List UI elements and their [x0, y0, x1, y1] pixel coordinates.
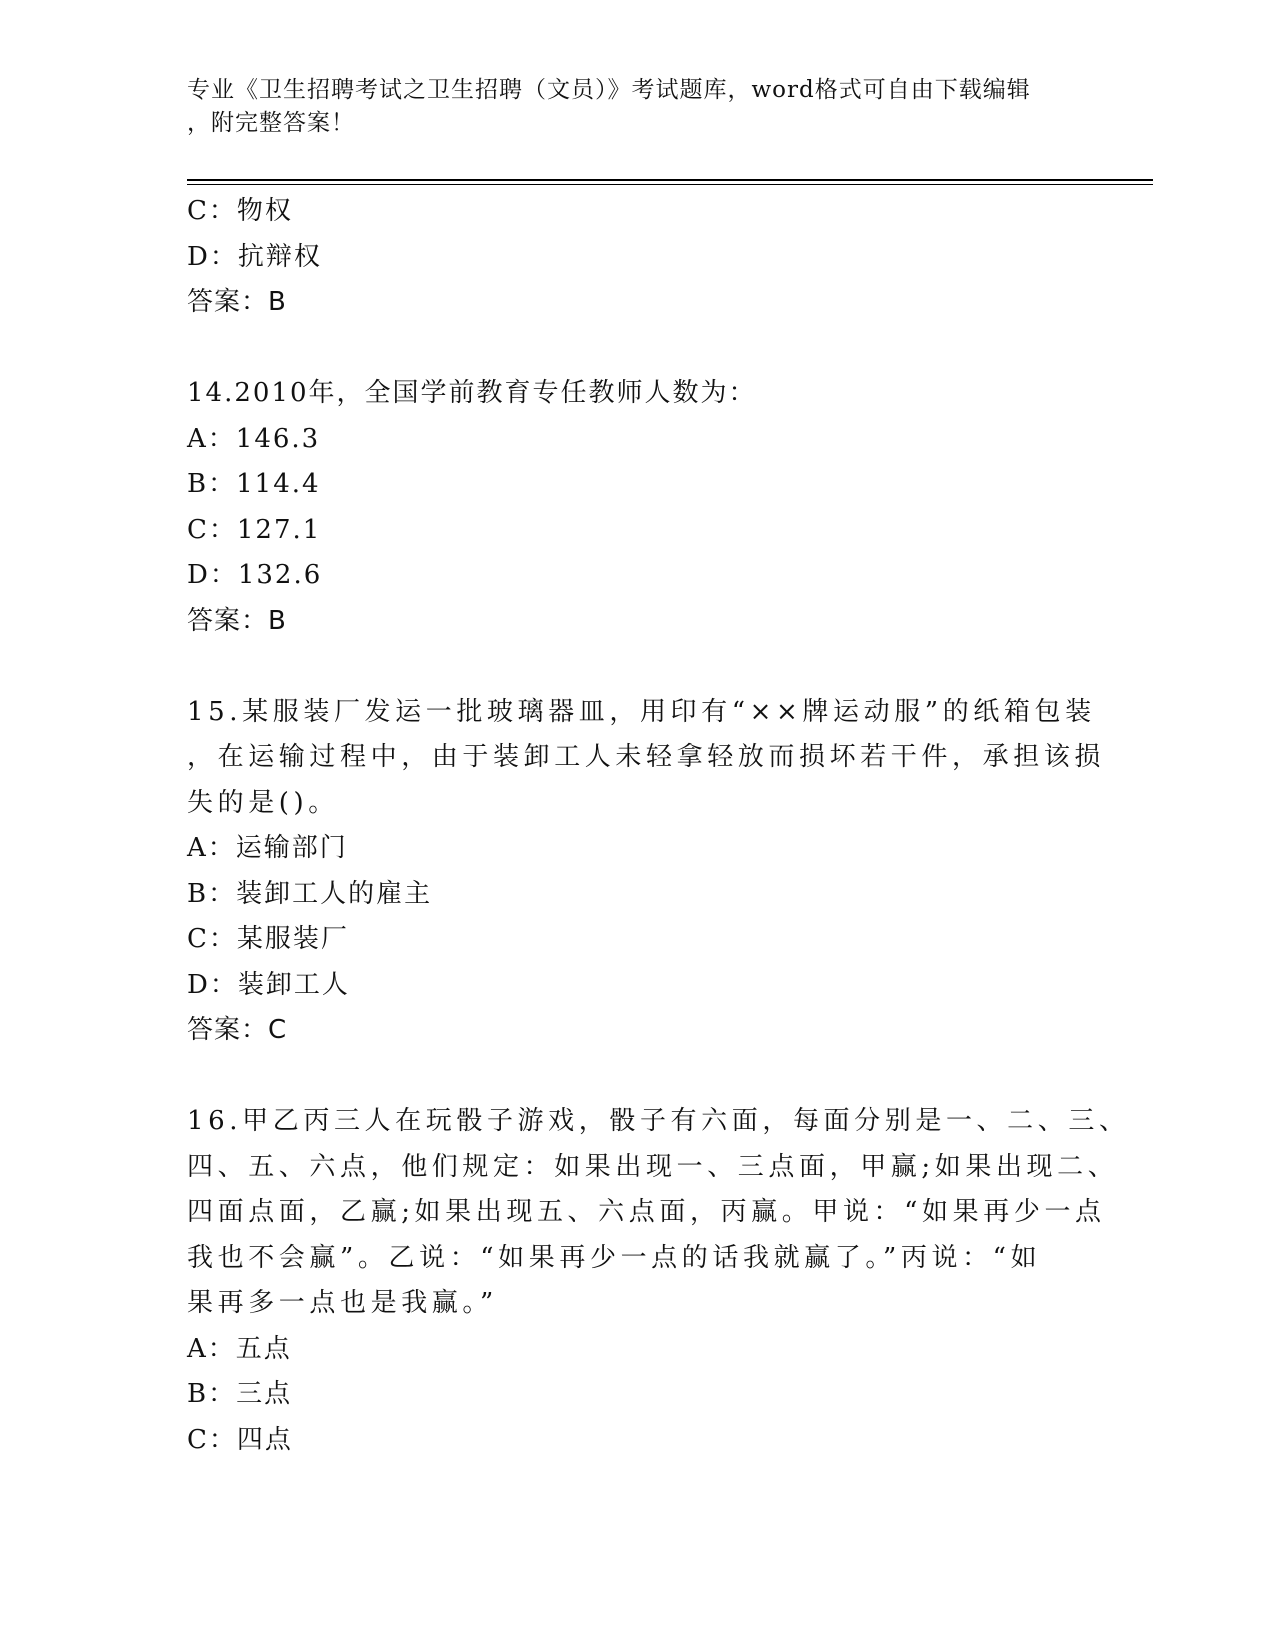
- question-stem: [187, 690, 1106, 827]
- question-13-tail: [187, 189, 1087, 326]
- stem-line: 四面点面，乙赢;如果出现五、六点面，丙赢。甲说：“如果再少一点: [187, 1197, 1106, 1227]
- stem-line: 我也不会赢”。乙说：“如果再少一点的话我就赢了。”丙说：“如: [187, 1242, 1042, 1273]
- stem-line: ，在运输过程中，由于装卸工人未轻拿轻放而损坏若干件，承担该损: [187, 742, 1106, 772]
- question-14: [187, 371, 1087, 644]
- option-a: A：运输部门: [187, 833, 348, 863]
- option-c: C：127.1: [187, 514, 322, 545]
- option-a: A：五点: [187, 1333, 292, 1364]
- stem-line: 15.某服装厂发运一批玻璃器皿，用印有“××牌运动服”的纸箱包装: [187, 696, 1096, 727]
- header-line-1: 专业《卫生招聘考试之卫生招聘（文员）》考试题库，word格式可自由下载编辑: [187, 77, 1031, 103]
- document-header: [187, 74, 1067, 140]
- option-c: C：某服装厂: [187, 924, 349, 954]
- answer: 答案：C: [187, 1015, 288, 1045]
- answer: 答案：B: [187, 605, 287, 636]
- question-list: [187, 189, 1130, 1463]
- option-c: C：四点: [187, 1424, 293, 1455]
- option-d: D：装卸工人: [187, 969, 350, 1000]
- option-a: A：146.3: [187, 423, 321, 454]
- option-b: B：三点: [187, 1379, 293, 1409]
- question-16: [187, 1099, 1130, 1463]
- answer: 答案：B: [187, 287, 287, 317]
- option-d: D：132.6: [187, 560, 323, 590]
- stem-line: 16.甲乙丙三人在玩骰子游戏，骰子有六面，每面分别是一、二、三、: [187, 1106, 1130, 1136]
- option-d: D：抗辩权: [187, 241, 322, 272]
- question-stem: 14.2010年，全国学前教育专任教师人数为：: [187, 378, 757, 408]
- option-b: B：装卸工人的雇主: [187, 878, 433, 909]
- stem-line: 四、五、六点，他们规定：如果出现一、三点面，甲赢;如果出现二、: [187, 1151, 1119, 1182]
- question-15: [187, 690, 1106, 1054]
- stem-line: 果再多一点也是我赢。”: [187, 1288, 498, 1318]
- question-stem: [187, 1099, 1130, 1327]
- header-rule-thick: [187, 179, 1153, 181]
- option-b: B：114.4: [187, 469, 321, 499]
- header-line-2: ，附完整答案！: [187, 110, 355, 136]
- header-rule-thin: [187, 184, 1153, 185]
- stem-line: 失的是()。: [187, 787, 339, 818]
- option-c: C：物权: [187, 196, 293, 226]
